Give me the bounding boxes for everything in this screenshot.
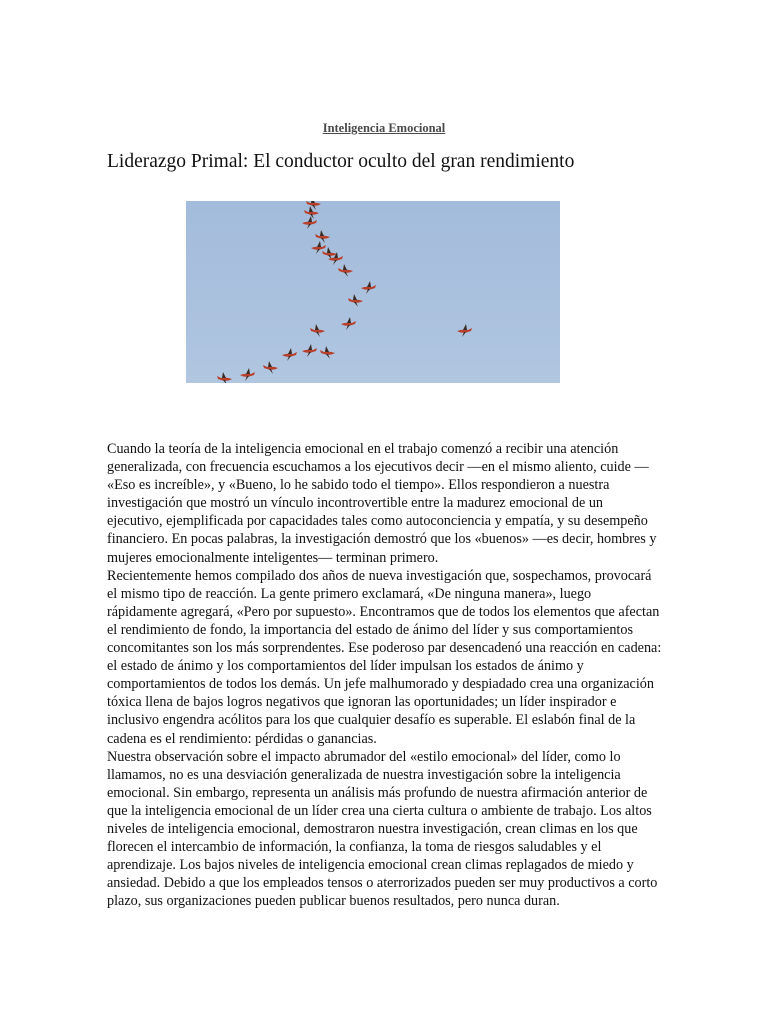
paragraph-3: Nuestra observación sobre el impacto abrumador del «estilo emocional» del líder, como lo llamamos, no es una desviación generalizada de nuestra investigación sobre la inteligencia emocional. Sin embargo, representa un análisis más profundo de nuestra afirmación anterior de que la inteligencia emocional de un líder crea una cierta cultura o ambiente de trabajo. Los altos niveles de inteligencia emocional, demostraron nuestra investigación, crean climas en los que florecen el intercambio de información, la confianza, la toma de riesgos saludables y el aprendizaje. Los bajos niveles de inteligencia emocional crean climas replagados de miedo y ansiedad. Debido a que los empleados tensos o aterrorizados pueden ser muy productivos a corto plazo, sus organizaciones pueden publicar buenos resultados, pero nunca duran. [107,748,658,910]
article-photo [186,201,560,383]
paragraph-2: Recientemente hemos compilado dos años de nueva investigación que, sospechamos, provocará el mismo tipo de reacción. La gente primero exclamará, «De ninguna manera», luego rápidamente agregará, «Pero por supuesto». Encontramos que de todos los elementos que afectan el rendimiento de fondo, la importancia del estado de ánimo del líder y sus comportamientos concomitantes son los más sorprendentes. Ese poderoso par desencadenó una reacción en cadena: el estado de ánimo y los comportamientos del líder impulsan los estados de ánimo y comportamientos de todos los demás. Un jefe malhumorado y despiadado crea una organización tóxica llena de bajos logros negativos que ignoran las oportunidades; un líder inspirador e inclusivo engendra acólitos para los que cualquier desafío es superable. El eslabón final de la cadena es el rendimiento: pérdidas o ganancias. [107,567,662,747]
article-body [107,440,662,910]
paragraph-1: Cuando la teoría de la inteligencia emocional en el trabajo comenzó a recibir una atención generalizada, con frecuencia escuchamos a los ejecutivos decir —en el mismo aliento, cuide — «Eso es increíble», y «Bueno, lo he sabido todo el tiempo». Ellos respondieron a nuestra investigación que mostró un vínculo incontrovertible entre la madurez emocional de un ejecutivo, ejemplificada por capacidades tales como autoconciencia y empatía, y su desempeño financiero. En pocas palabras, la investigación demostró que los «buenos» —es decir, hombres y mujeres emocionalmente inteligentes— terminan primero. [107,441,657,566]
category-link[interactable]: Inteligencia Emocional [322,121,446,135]
article-title: Liderazgo Primal: El conductor oculto del gran rendimiento [107,151,575,172]
sky-background [186,201,560,383]
birds-in-flight-image [186,201,560,383]
